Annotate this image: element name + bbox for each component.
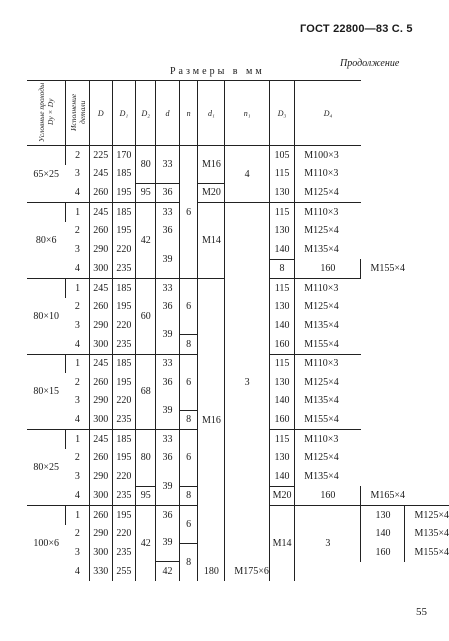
part-cell: 2 (66, 146, 89, 165)
D4-cell: M135×4 (295, 467, 361, 486)
D2-cell: 60 (136, 279, 156, 355)
D1-cell: 220 (112, 240, 135, 259)
part-cell: 2 (74, 452, 80, 464)
part-cell: 1 (66, 354, 89, 373)
D3-cell: 140 (269, 316, 294, 335)
table-body (27, 146, 449, 581)
page-number: 55 (416, 606, 427, 618)
D-cell: 260 (89, 222, 112, 241)
part-cell: 1 (66, 203, 89, 222)
part-cell: 3 (74, 168, 80, 180)
part-cell: 3 (74, 319, 80, 331)
header-D2: D₂ (136, 81, 156, 146)
D3-cell: 140 (269, 240, 294, 259)
D4-cell: M135×4 (295, 240, 361, 259)
D4-cell: M125×4 (405, 506, 449, 525)
D4-cell: M165×4 (361, 486, 405, 506)
D3-cell: 160 (295, 259, 361, 279)
D1-cell: 185 (112, 430, 135, 449)
continuation-label: Продолжение (340, 58, 400, 69)
d-cell: 33 (156, 203, 179, 222)
d-cell: 33 (156, 146, 179, 184)
header-d: d (156, 81, 179, 146)
D3-cell: 115 (269, 279, 294, 298)
D3-cell: 160 (269, 335, 294, 355)
D1-cell: 235 (112, 259, 135, 279)
D1-cell: 255 (112, 562, 135, 581)
table-row (27, 146, 449, 165)
D-cell: 260 (89, 449, 112, 468)
n-cell: 6 (179, 354, 198, 410)
D1-cell: 220 (112, 316, 135, 335)
d-cell: 36 (156, 298, 179, 317)
D3-cell: 140 (361, 525, 405, 544)
header-size: Условные проходы Dу×Dу (27, 81, 66, 146)
D1-cell: 220 (112, 392, 135, 411)
D3-cell: 160 (269, 410, 294, 430)
D-cell: 245 (89, 203, 112, 222)
D2-cell: 95 (136, 486, 156, 506)
size-cell: 80×6 (27, 203, 66, 279)
D2-cell: 80 (136, 146, 156, 184)
part-cell: 2 (74, 225, 80, 237)
size-cell: 65×25 (27, 146, 66, 203)
D1-cell: 235 (112, 486, 135, 506)
D4-cell: M135×4 (295, 316, 361, 335)
d-cell: 36 (156, 222, 179, 241)
d-cell: 39 (156, 316, 179, 354)
D1-cell: 195 (112, 449, 135, 468)
D4-cell: M110×3 (295, 279, 361, 298)
D3-cell: 130 (269, 449, 294, 468)
D4-cell: M125×4 (295, 222, 361, 241)
n1-cell: 3 (225, 203, 270, 562)
D4-cell: M100×3 (295, 146, 361, 165)
d-cell: 39 (156, 392, 179, 430)
D-cell: 245 (89, 279, 112, 298)
n-cell: 8 (179, 486, 198, 506)
n1-cell: 3 (295, 506, 361, 581)
size-cell: 80×10 (27, 279, 66, 355)
header-D3: D₃ (269, 81, 294, 146)
D-cell: 260 (89, 183, 112, 203)
d-cell: 33 (156, 430, 179, 449)
part-cell: 4 (74, 414, 80, 425)
D4-cell: M110×3 (295, 165, 361, 184)
part-cell: 4 (74, 338, 80, 350)
header-n1: n₁ (225, 81, 270, 146)
D-cell: 260 (89, 298, 112, 317)
D1-cell: 195 (112, 183, 135, 203)
D4-cell: M125×4 (295, 298, 361, 317)
size-cell: 80×25 (27, 430, 66, 506)
part-cell: 3 (74, 395, 80, 407)
D4-cell: M125×4 (295, 373, 361, 392)
D1-cell: 195 (112, 506, 135, 525)
D3-cell: 180 (198, 562, 225, 581)
n-cell: 8 (269, 259, 294, 279)
D2-cell: 95 (136, 183, 156, 203)
part-cell: 3 (74, 471, 80, 482)
D1-cell: 185 (112, 165, 135, 184)
part-cell: 4 (74, 263, 80, 274)
D4-cell: M125×4 (295, 449, 361, 468)
D-cell: 300 (89, 259, 112, 279)
D3-cell: 160 (361, 543, 405, 562)
part-cell: 3 (74, 244, 80, 255)
n-cell: 6 (179, 279, 198, 335)
D-cell: 290 (89, 525, 112, 544)
table-row (27, 562, 449, 581)
D3-cell: 115 (269, 354, 294, 373)
D-cell: 290 (89, 240, 112, 259)
part-cell: 4 (74, 490, 80, 501)
d-cell: 33 (156, 279, 179, 298)
D-cell: 330 (89, 562, 112, 581)
D1-cell: 195 (112, 222, 135, 241)
dimensions-table (27, 80, 449, 581)
D4-cell: M155×4 (405, 543, 449, 562)
n-cell: 6 (179, 506, 198, 544)
n-cell: 8 (179, 335, 198, 355)
D3-cell: 130 (269, 183, 294, 203)
D1-cell: 235 (112, 410, 135, 430)
part-cell: 4 (74, 565, 80, 577)
table-row (27, 203, 449, 222)
D4-cell: M110×3 (295, 354, 361, 373)
table-header-row (27, 81, 449, 146)
D1-cell: 220 (112, 525, 135, 544)
table-subtitle: Размеры в мм (170, 66, 265, 77)
D-cell: 245 (89, 430, 112, 449)
D3-cell: 130 (269, 222, 294, 241)
D-cell: 290 (89, 467, 112, 486)
D-cell: 245 (89, 354, 112, 373)
D4-cell: M110×3 (295, 203, 361, 222)
D-cell: 290 (89, 392, 112, 411)
D1-cell: 170 (112, 146, 135, 165)
D3-cell: 130 (269, 373, 294, 392)
D2-cell: 68 (136, 354, 156, 430)
D1-cell: 185 (112, 279, 135, 298)
D4-cell: M135×4 (405, 525, 449, 544)
D4-cell: M155×4 (361, 259, 405, 279)
D-cell: 260 (89, 373, 112, 392)
D1-cell: 185 (112, 354, 135, 373)
d1-cell: M20 (269, 486, 294, 506)
d-cell: 36 (156, 183, 179, 203)
D1-cell: 195 (112, 298, 135, 317)
size-cell: 100×6 (27, 506, 66, 581)
D-cell: 245 (89, 165, 112, 184)
part-cell: 4 (74, 187, 80, 198)
D-cell: 260 (89, 506, 112, 525)
D-cell: 290 (89, 316, 112, 335)
standard-number: ГОСТ 22800—83 С. 5 (300, 23, 413, 35)
D4-cell: M175×6 (225, 562, 270, 581)
header-d1: d₁ (198, 81, 225, 146)
d-cell: 39 (156, 467, 179, 506)
header-D4: D₄ (295, 81, 361, 146)
D-cell: 300 (89, 410, 112, 430)
D1-cell: 235 (112, 543, 135, 562)
d1-cell: M16 (198, 146, 225, 184)
part-cell: 1 (66, 430, 89, 449)
D-cell: 300 (89, 486, 112, 506)
D-cell: 300 (89, 543, 112, 562)
d-cell: 42 (156, 562, 179, 581)
d1-cell: M14 (198, 203, 225, 279)
D3-cell: 115 (269, 203, 294, 222)
d1-cell: M20 (198, 183, 225, 203)
D4-cell: M155×4 (295, 410, 361, 430)
header-D: D (89, 81, 112, 146)
n-cell: 8 (179, 410, 198, 430)
D1-cell: 195 (112, 373, 135, 392)
d-cell: 33 (156, 354, 179, 373)
header-n: n (179, 81, 198, 146)
D1-cell: 185 (112, 203, 135, 222)
D-cell: 225 (89, 146, 112, 165)
D1-cell: 220 (112, 467, 135, 486)
D2-cell: 42 (136, 203, 156, 279)
D3-cell: 130 (361, 506, 405, 525)
D3-cell: 115 (269, 430, 294, 449)
part-cell: 1 (66, 279, 89, 298)
d-cell: 39 (156, 240, 179, 279)
D3-cell: 130 (269, 298, 294, 317)
D3-cell: 140 (269, 467, 294, 486)
n-cell: 6 (179, 430, 198, 487)
d-cell: 36 (156, 506, 179, 525)
d1-cell: M14 (269, 506, 294, 581)
D3-cell: 105 (269, 146, 294, 165)
d-cell: 36 (156, 449, 179, 468)
D4-cell: M155×4 (295, 335, 361, 355)
part-cell: 3 (74, 546, 80, 558)
d-cell: 39 (156, 525, 179, 562)
D3-cell: 160 (295, 486, 361, 506)
D3-cell: 115 (269, 165, 294, 184)
part-cell: 2 (74, 528, 80, 540)
header-part: Исполнение детали (66, 81, 89, 146)
D4-cell: M135×4 (295, 392, 361, 411)
part-cell: 2 (74, 301, 80, 313)
D2-cell: 80 (136, 430, 156, 487)
size-cell: 80×15 (27, 354, 66, 430)
D3-cell: 140 (269, 392, 294, 411)
n-cell: 6 (179, 146, 198, 279)
header-D1: D₁ (112, 81, 135, 146)
D4-cell: M110×3 (295, 430, 361, 449)
d1-cell: M16 (198, 279, 225, 562)
D4-cell: M125×4 (295, 183, 361, 203)
D-cell: 300 (89, 335, 112, 355)
part-cell: 1 (66, 506, 89, 525)
n1-cell: 4 (225, 146, 270, 203)
d-cell: 36 (156, 373, 179, 392)
D2-cell: 42 (136, 506, 156, 581)
n-cell: 8 (179, 543, 198, 581)
part-cell: 2 (74, 376, 80, 388)
D1-cell: 235 (112, 335, 135, 355)
